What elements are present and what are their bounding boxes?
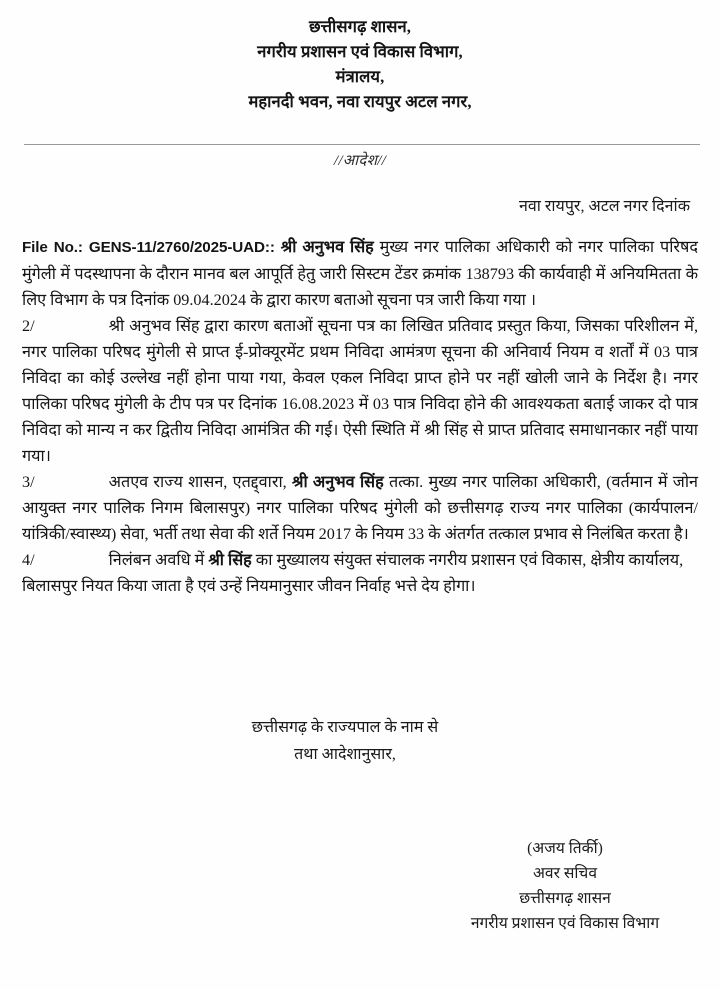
paragraph-4-text-after: का मुख्यालय संयुक्त संचालक नगरीय प्रशासन एवं विकास, क्षेत्रीय कार्यालय, बिलासपुर नियत किया जाता है एवं उन्हें नियमानुसार जीवन निर्वाह भत्ते देय होगा। [22, 551, 684, 595]
letterhead-line-department: नगरीय प्रशासन एवं विकास विभाग, [257, 42, 463, 61]
paragraph-4-text-before: निलंबन अवधि में [108, 551, 209, 569]
closing-line-governor: छत्तीसगढ़ के राज्यपाल के नाम से [251, 719, 439, 736]
letterhead-line-address: महानदी भवन, नवा रायपुर अटल नगर, [248, 92, 472, 111]
paragraph-2 [22, 313, 698, 469]
paragraph-3 [22, 469, 698, 547]
header-divider [24, 144, 700, 145]
letterhead-line-government: छत्तीसगढ़ शासन, [308, 17, 412, 36]
signatory-department: नगरीय प्रशासन एवं विकास विभाग [470, 915, 660, 932]
officer-name-p4: श्री सिंह [208, 551, 252, 569]
place-date-line: नवा रायपुर, अटल नगर दिनांक [518, 198, 690, 215]
file-number: File No.: GENS-11/2760/2025-UAD:: [22, 239, 275, 256]
closing-line-byorder: तथा आदेशानुसार, [294, 746, 396, 763]
signatory-designation: अवर सचिव [532, 865, 597, 882]
paragraph-1 [22, 234, 698, 313]
signature-block [0, 836, 720, 936]
paragraph-2-number: 2/ [22, 317, 35, 335]
paragraph-3-text-before: अतएव राज्य शासन, एतद्द्वारा, [108, 473, 292, 491]
order-body [22, 234, 698, 599]
signatory-government: छत्तीसगढ़ शासन [519, 890, 611, 907]
letterhead-line-ministry: मंत्रालय, [335, 67, 385, 86]
signatory-name: (अजय तिर्की) [527, 840, 603, 857]
officer-name-p3: श्री अनुभव सिंह [291, 473, 384, 491]
officer-name-p1: श्री अनुभव सिंह [280, 238, 374, 256]
paragraph-4 [22, 547, 698, 599]
order-heading: //आदेश// [333, 153, 387, 169]
paragraph-2-text: श्री अनुभव सिंह द्वारा कारण बताओं सूचना पत्र का लिखित प्रतिवाद प्रस्तुत किया, जिसका परिशीलन में, नगर पालिका परिषद मुंगेली से प्राप्त ई-प्रोक्यूरमेंट प्रथम निविदा आमंत्रण सूचना की अनिवार्य नियम व शर्तों में 03 पात्र निविदा का कोई उल्लेख नहीं होना पाया गया, केवल एकल निविदा प्राप्त होने पर नहीं खोली जाने के निर्देश है। नगर पालिका परिषद मुंगेली के टीप पत्र पर दिनांक 16.08.2023 में 03 पात्र निविदा होने की आवश्यकता बताई जाकर दो पात्र निविदा को मान्य न कर द्वितीय निविदा आमंत्रित की गई। ऐसी स्थिति में श्री सिंह से प्राप्त प्रतिवाद समाधानकार नहीं पाया गया। [22, 317, 698, 465]
letterhead [0, 14, 720, 114]
paragraph-1-text: मुख्य नगर पालिका अधिकारी को नगर पालिका परिषद मुंगेली में पदस्थापना के दौरान मानव बल आपूर्ति हेतु जारी सिस्टम टेंडर क्रमांक 138793 की कार्यवाही में अनियमितता के लिए विभाग के पत्र दिनांक 09.04.2024 के द्वारा कारण बताओ सूचना पत्र जारी किया गया । [22, 238, 698, 309]
closing-block [0, 714, 690, 768]
paragraph-3-text-after: तत्का. मुख्य नगर पालिका अधिकारी, (वर्तमान में जोन आयुक्त नगर पालिक निगम बिलासपुर) नगर पालिका परिषद मुंगेली को छत्तीसगढ़ राज्य नगर पालिका (कार्यपालन/यांत्रिकी/स्वास्थ्य) सेवा, भर्ती तथा सेवा की शर्ते नियम 2017 के नियम 33 के अंतर्गत तत्काल प्रभाव से निलंबित करता है। [22, 473, 698, 543]
paragraph-4-number: 4/ [22, 551, 35, 569]
paragraph-3-number: 3/ [22, 473, 35, 491]
